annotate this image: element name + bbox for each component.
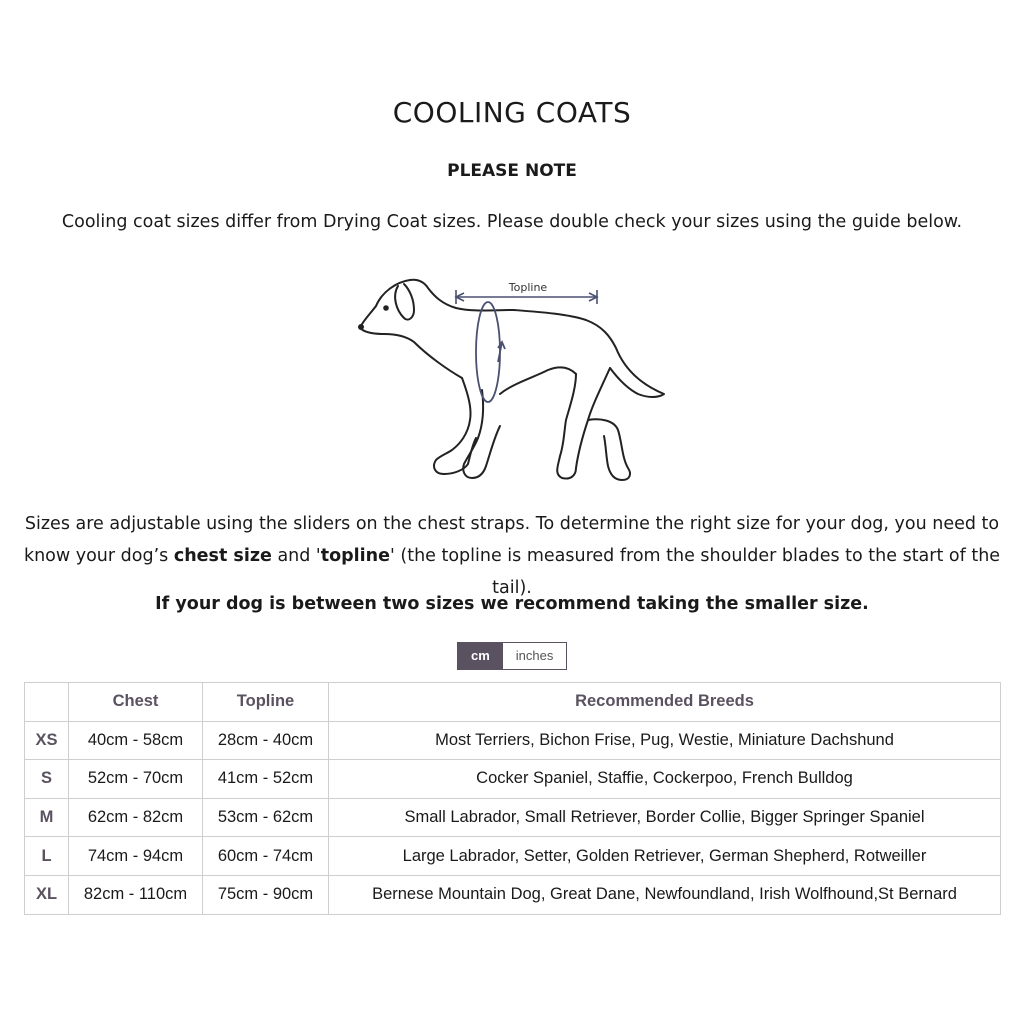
instructions-text-2: and ': [271, 546, 321, 566]
breeds-cell: Most Terriers, Bichon Frise, Pug, Westie, Miniature Dachshund: [329, 721, 1001, 760]
sizing-advice: If your dog is between two sizes we recommend taking the smaller size.: [155, 594, 869, 614]
sizing-instructions: [12, 508, 1012, 604]
topline-term: topline: [320, 546, 390, 566]
please-note-heading: PLEASE NOTE: [447, 161, 577, 181]
size-cell: S: [25, 760, 69, 799]
topline-cell: 41cm - 52cm: [203, 760, 329, 799]
page-title: COOLING COATS: [392, 96, 632, 129]
unit-option-cm[interactable]: cm: [458, 643, 503, 669]
topline-cell: 53cm - 62cm: [203, 798, 329, 837]
topline-column-header: Topline: [203, 683, 329, 722]
topline-label: Topline: [508, 281, 548, 294]
table-row: [25, 798, 1001, 837]
breeds-cell: Cocker Spaniel, Staffie, Cockerpoo, French Bulldog: [329, 760, 1001, 799]
chest-size-term: chest size: [173, 546, 272, 566]
table-row: [25, 721, 1001, 760]
topline-cell: 75cm - 90cm: [203, 875, 329, 914]
instructions-text-1: Sizes are adjustable using the sliders on the chest straps. To determine the right size for your dog, you need to know your dog’s: [23, 514, 1000, 566]
chest-cell: 82cm - 110cm: [69, 875, 203, 914]
chest-cell: 40cm - 58cm: [69, 721, 203, 760]
size-difference-note: Cooling coat sizes differ from Drying Coat sizes. Please double check your sizes using the guide below.: [61, 212, 963, 232]
table-row: [25, 837, 1001, 876]
size-column-header: [25, 683, 69, 722]
chest-cell: 74cm - 94cm: [69, 837, 203, 876]
chest-cell: 52cm - 70cm: [69, 760, 203, 799]
table-header-row: [25, 683, 1001, 722]
dog-outline: [359, 280, 664, 480]
topline-cell: 28cm - 40cm: [203, 721, 329, 760]
chest-measure-loop: [476, 302, 505, 402]
unit-option-inches[interactable]: inches: [503, 643, 567, 669]
size-cell: L: [25, 837, 69, 876]
size-cell: XL: [25, 875, 69, 914]
chest-column-header: Chest: [69, 683, 203, 722]
chest-cell: 62cm - 82cm: [69, 798, 203, 837]
table-row: [25, 875, 1001, 914]
breeds-cell: Small Labrador, Small Retriever, Border Collie, Bigger Springer Spaniel: [329, 798, 1001, 837]
breeds-cell: Large Labrador, Setter, Golden Retriever, German Shepherd, Rotweiller: [329, 837, 1001, 876]
breeds-column-header: Recommended Breeds: [329, 683, 1001, 722]
unit-toggle: [457, 642, 567, 670]
breeds-cell: Bernese Mountain Dog, Great Dane, Newfoundland, Irish Wolfhound,St Bernard: [329, 875, 1001, 914]
instructions-text-3: ' (the topline is measured from the shoulder blades to the start of the tail).: [390, 546, 1001, 598]
size-cell: XS: [25, 721, 69, 760]
topline-cell: 60cm - 74cm: [203, 837, 329, 876]
table-row: [25, 760, 1001, 799]
size-cell: M: [25, 798, 69, 837]
dog-measurement-diagram: [352, 270, 672, 488]
size-chart-table: [24, 682, 1001, 915]
